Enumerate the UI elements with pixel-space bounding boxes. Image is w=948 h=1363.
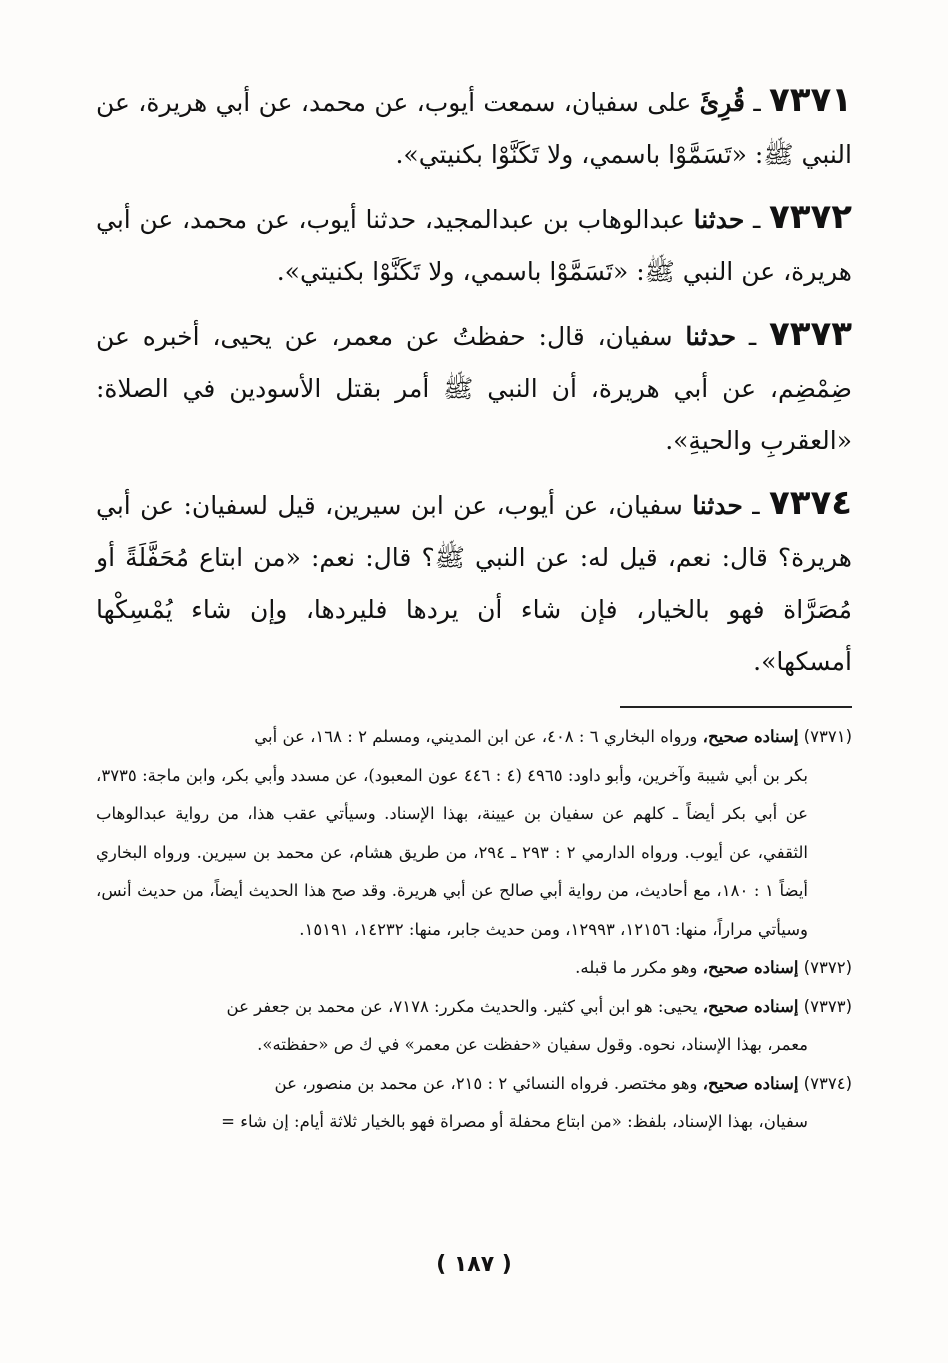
footnote-divider	[620, 706, 852, 708]
hadith-text: سفيان، عن أيوب، عن ابن سيرين، قيل لسفيان: عن أبي هريرة؟ قال: نعم، قيل له: عن النبي ﷺ؟ قال: نعم: «من ابتاع مُحَفَّلَةً أو مُصَرَّاة فهو بالخيار، فإن شاء أن يردها فليردها، وإن شاء يُمْسِكْها أمسكها».	[96, 491, 852, 676]
footnote-lead: إسناده صحيح،	[702, 727, 799, 746]
footnote-7374	[96, 1065, 852, 1142]
footnote-first-line: يحيى: هو ابن أبي كثير. والحديث مكرر: ٧١٧٨، عن محمد بن جعفر عن	[226, 996, 698, 1016]
hadith-lead-word: قُرِئَ	[699, 88, 745, 117]
hadith-text: عبدالوهاب بن عبدالمجيد، حدثنا أيوب، عن محمد، عن أبي هريرة، عن النبي ﷺ: «تَسَمَّوْا باسمي، ولا تَكَنَّوْا بكنيتي».	[96, 205, 852, 286]
hadith-text: على سفيان، سمعت أيوب، عن محمد، عن أبي هريرة، عن النبي ﷺ: «تَسَمَّوْا باسمي، ولا تَكَنَّوْا بكنيتي».	[96, 88, 852, 169]
hadith-7374: ٧٣٧٤ ـ حدثنا سفيان، عن أيوب، عن ابن سيرين، قيل لسفيان: عن أبي هريرة؟ قال: نعم، قيل له: عن النبي ﷺ؟ قال: نعم: «من ابتاع مُحَفَّلَةً أو مُصَرَّاة فهو بالخيار، فإن شاء أن يردها فليردها، وإن شاء يُمْسِكْها أمسكها».	[96, 483, 852, 676]
hadith-lead-word: حدثنا	[693, 205, 745, 234]
footnote-first-line: وهو مختصر. فرواه النسائي ٢ : ٢١٥، عن محمد بن منصور، عن	[274, 1073, 698, 1093]
footnotes	[96, 718, 852, 1142]
hadith-list	[96, 74, 852, 688]
footnote-first-line: وهو مكرر ما قبله.	[575, 958, 698, 977]
footnote-lead: إسناده صحيح،	[702, 996, 799, 1016]
footnote-continuation: معمر، بهذا الإسناد، نحوه. وقول سفيان «حفظت عن معمر» في ك ص «حفظته».	[257, 1035, 808, 1054]
hadith-7372: ٧٣٧٢ ـ حدثنا عبدالوهاب بن عبدالمجيد، حدثنا أيوب، عن محمد، عن أبي هريرة، عن النبي ﷺ: «تَسَمَّوْا باسمي، ولا تَكَنَّوْا بكنيتي».	[96, 197, 852, 286]
hadith-text: سفيان، قال: حفظتُ عن معمر، عن يحيى، أخبره عن ضِمْضِم، عن أبي هريرة، أن النبي ﷺ أمر بقتل الأسودين في الصلاة: «العقربِ والحيةِ».	[96, 322, 852, 455]
footnote-number: (٧٣٧٤)	[803, 1073, 852, 1093]
hadith-number: ٧٣٧٢	[768, 197, 852, 237]
footnote-number: (٧٣٧٢)	[803, 958, 852, 977]
hadith-number: ٧٣٧٣	[769, 314, 853, 354]
hadith-7373: ٧٣٧٣ ـ حدثنا سفيان، قال: حفظتُ عن معمر، عن يحيى، أخبره عن ضِمْضِم، عن أبي هريرة، أن النبي ﷺ أمر بقتل الأسودين في الصلاة: «العقربِ والحيةِ».	[96, 314, 853, 455]
footnote-7372	[96, 949, 852, 988]
footnote-lead: إسناده صحيح،	[702, 1073, 799, 1093]
hadith-7371: ٧٣٧١ ـ قُرِئَ على سفيان، سمعت أيوب، عن محمد، عن أبي هريرة، عن النبي ﷺ: «تَسَمَّوْا باسمي، ولا تَكَنَّوْا بكنيتي».	[96, 80, 853, 169]
hadith-number: ٧٣٧٤	[768, 483, 852, 523]
footnote-lead: إسناده صحيح،	[702, 958, 799, 977]
page-number: ( ١٨٧ )	[436, 1252, 512, 1277]
footnote-number: (٧٣٧١)	[803, 727, 852, 746]
footnote-number: (٧٣٧٣)	[803, 996, 852, 1016]
footnote-continuation: بكر بن أبي شيبة وآخرين، وأبو داود: ٤٩٦٥ (٤ : ٤٤٦ عون المعبود)، عن مسدد وأبي بكر، وابن ماجة: ٣٧٣٥، عن أبي بكر أيضاً ـ كلهم عن سفيان بن عيينة، بهذا الإسناد. وسيأتي عقب هذا، من رواية عبدالوهاب الثقفي، عن أيوب. ورواه الدارمي ٢ : ٢٩٣ ـ ٢٩٤، من طريق هشام، عن محمد بن سيرين. ورواه البخاري أيضاً ١ : ١٨٠، مع أحاديث، من رواية أبي صالح عن أبي هريرة. وقد صح هذا الحديث أيضاً، من حديث أنس، وسيأتي مراراً، منها: ١٢١٥٦، ١٢٩٩٣، ومن حديث جابر، منها: ١٤٢٣٢، ١٥١٩١.	[96, 765, 809, 939]
footnote-7371	[96, 718, 852, 949]
footnote-first-line: ورواه البخاري ٦ : ٤٠٨، عن ابن المديني، ومسلم ٢ : ١٦٨، عن أبي	[254, 727, 698, 746]
hadith-number: ٧٣٧١	[769, 80, 853, 120]
footnote-7373	[96, 988, 852, 1065]
footnote-continuation: سفيان، بهذا الإسناد، بلفظ: «من ابتاع محفلة أو مصراة فهو بالخيار ثلاثة أيام: إن شاء =	[221, 1112, 808, 1131]
hadith-lead-word: حدثنا	[685, 322, 737, 351]
hadith-lead-word: حدثنا	[692, 491, 743, 520]
